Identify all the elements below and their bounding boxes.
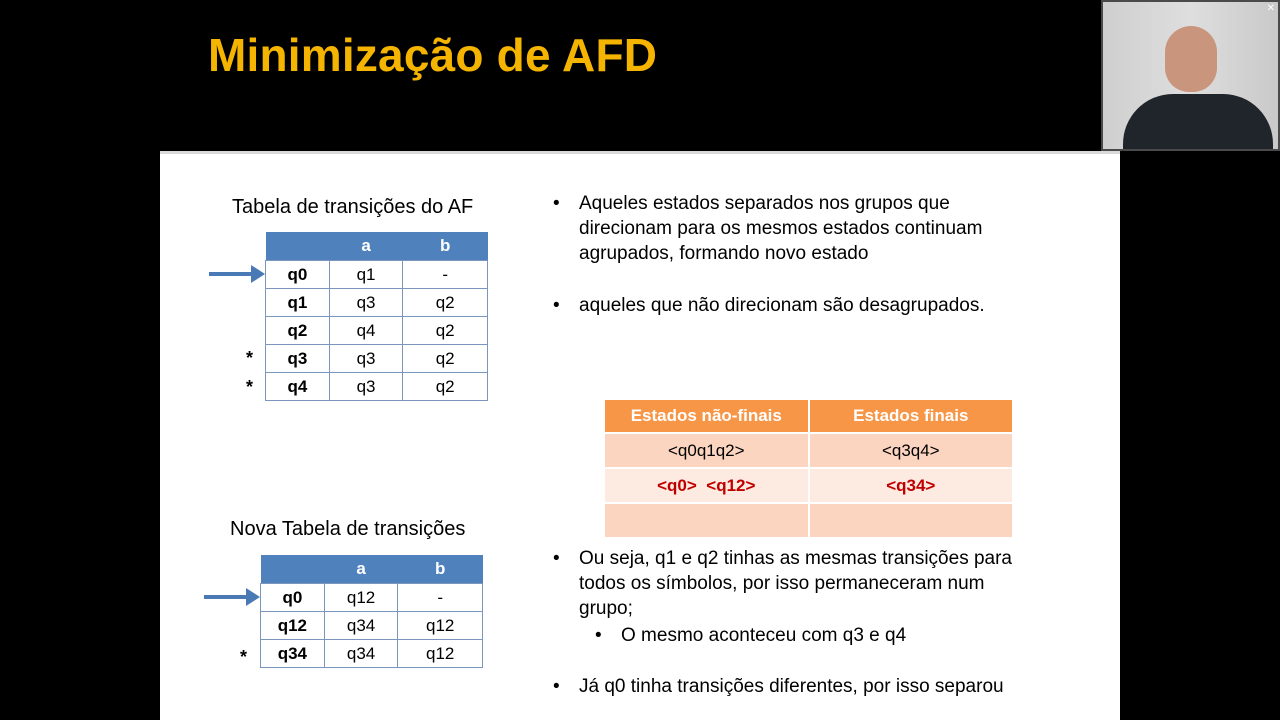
table-row xyxy=(605,433,1013,468)
table2-header-b: b xyxy=(398,555,483,584)
transition-b-cell: q12 xyxy=(398,612,483,640)
transition-a-cell: q34 xyxy=(324,612,398,640)
transition-b-cell: - xyxy=(403,261,488,289)
presenter-body xyxy=(1123,94,1273,151)
final-state-marker: * xyxy=(240,647,248,667)
final-state-marker: * xyxy=(246,377,254,397)
close-icon[interactable]: ✕ xyxy=(1266,3,1275,14)
bullet-icon: • xyxy=(553,676,560,697)
groups-header-nonfinal: Estados não-finais xyxy=(605,400,809,433)
table1-header-b: b xyxy=(403,232,488,261)
initial-state-arrow-icon xyxy=(204,595,248,599)
group-cell: <q34> xyxy=(809,468,1013,503)
state-cell: q34 xyxy=(261,640,325,668)
transition-b-cell: q2 xyxy=(403,317,488,345)
state-cell: q1 xyxy=(266,289,330,317)
initial-state-arrow-icon xyxy=(209,272,253,276)
state-cell: q0 xyxy=(261,584,325,612)
bullet-icon: • xyxy=(553,548,560,569)
transition-b-cell: q2 xyxy=(403,345,488,373)
table2-header-state xyxy=(261,555,325,584)
webcam-overlay[interactable] xyxy=(1101,0,1280,151)
final-state-marker: * xyxy=(246,348,254,368)
bullet-icon: • xyxy=(553,193,560,214)
transition-b-cell: q12 xyxy=(398,640,483,668)
state-cell: q0 xyxy=(266,261,330,289)
transition-a-cell: q4 xyxy=(329,317,403,345)
transition-a-cell: q3 xyxy=(329,289,403,317)
table2-caption: Nova Tabela de transições xyxy=(230,518,466,540)
state-cell: q3 xyxy=(266,345,330,373)
table-row xyxy=(605,503,1013,537)
state-cell: q2 xyxy=(266,317,330,345)
bullet-icon: • xyxy=(595,625,602,646)
table-row xyxy=(261,584,483,612)
transition-a-cell: q12 xyxy=(324,584,398,612)
bullet-text-line: direcionam para os mesmos estados continuam xyxy=(579,218,983,239)
group-cell: <q0q1q2> xyxy=(605,433,809,468)
bullet-text-line: Aqueles estados separados nos grupos que xyxy=(579,193,950,214)
state-cell: q4 xyxy=(266,373,330,401)
group-cell xyxy=(605,503,809,537)
bullet-text-line: todos os símbolos, por isso permaneceram num xyxy=(579,573,985,594)
transition-table xyxy=(265,232,488,401)
transition-a-cell: q34 xyxy=(324,640,398,668)
transition-a-cell: q1 xyxy=(329,261,403,289)
table1-header-a: a xyxy=(329,232,403,261)
bullet-text-line: O mesmo aconteceu com q3 e q4 xyxy=(621,625,907,646)
table1-caption: Tabela de transições do AF xyxy=(232,196,474,218)
bullet-icon: • xyxy=(553,295,560,316)
table-row xyxy=(605,468,1013,503)
table2-header-a: a xyxy=(324,555,398,584)
table-row xyxy=(261,612,483,640)
transition-b-cell: - xyxy=(398,584,483,612)
slide-title: Minimização de AFD xyxy=(208,29,658,81)
table-row xyxy=(266,317,488,345)
table-row xyxy=(266,373,488,401)
bullet-text-line: aqueles que não direcionam são desagrupados. xyxy=(579,295,985,316)
transition-b-cell: q2 xyxy=(403,373,488,401)
bullet-text-line: grupo; xyxy=(579,598,633,619)
table-row xyxy=(266,345,488,373)
group-cell: <q3q4> xyxy=(809,433,1013,468)
state-cell: q12 xyxy=(261,612,325,640)
table1-header-state xyxy=(266,232,330,261)
table-row xyxy=(266,289,488,317)
transition-a-cell: q3 xyxy=(329,345,403,373)
presenter-head xyxy=(1165,26,1217,92)
transition-a-cell: q3 xyxy=(329,373,403,401)
group-cell xyxy=(809,503,1013,537)
group-cell: <q0> <q12> xyxy=(605,468,809,503)
bullet-text-line: Já q0 tinha transições diferentes, por isso separou xyxy=(579,676,1004,697)
groups-table xyxy=(605,400,1014,537)
transition-b-cell: q2 xyxy=(403,289,488,317)
new-transition-table xyxy=(260,555,483,668)
groups-header-final: Estados finais xyxy=(809,400,1013,433)
table-row xyxy=(261,640,483,668)
bullet-text-line: Ou seja, q1 e q2 tinhas as mesmas transições para xyxy=(579,548,1013,569)
bullet-text-line: agrupados, formando novo estado xyxy=(579,243,869,264)
table-row xyxy=(266,261,488,289)
